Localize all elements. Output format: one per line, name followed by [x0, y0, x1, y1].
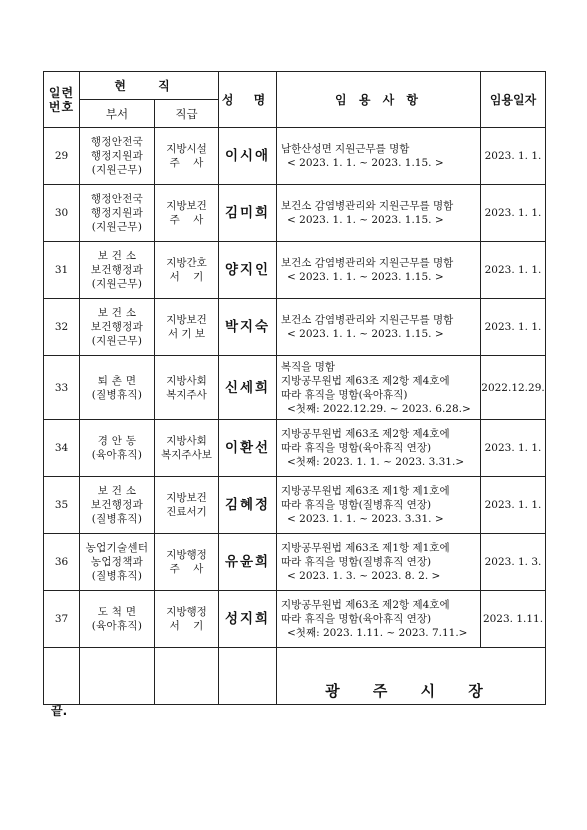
serial-number: 34	[44, 420, 80, 477]
rank-line: 지방사회	[166, 435, 207, 447]
appointment-date: 2023. 1. 1.	[481, 299, 546, 356]
appointment-line: 지방공무원법 제63조 제2항 제4호에	[281, 428, 450, 440]
appointment-details	[277, 185, 481, 242]
person-name: 유윤희	[219, 534, 277, 591]
serial-number: 35	[44, 477, 80, 534]
rank-line: 지방행정	[166, 606, 207, 618]
appointment-details	[277, 356, 481, 420]
appointment-date: 2023. 1. 1.	[481, 128, 546, 185]
department	[80, 356, 155, 420]
table-row	[44, 128, 546, 185]
serial-number: 33	[44, 356, 80, 420]
end-mark: 끝.	[51, 704, 68, 718]
rank-line: 주 사	[169, 157, 204, 169]
department-line: (지원근무)	[91, 164, 143, 176]
department-line: 도 척 면	[97, 606, 137, 618]
department-line: (질병휴직)	[91, 388, 143, 401]
department-line: (육아휴직)	[91, 449, 143, 461]
appointment-line: 보건소 감염병관리와 지원근무를 명함	[281, 314, 454, 326]
appointment-date: 2023. 1. 1.	[481, 420, 546, 477]
rank	[155, 534, 219, 591]
appointment-table	[43, 71, 546, 705]
serial-number: 29	[44, 128, 80, 185]
department-line: (지원근무)	[91, 221, 143, 233]
appointment-details	[277, 299, 481, 356]
department-line: 행정지원과	[90, 207, 144, 219]
appointment-line: < 2023. 1. 1. ~ 2023. 3.31. >	[287, 513, 444, 525]
department	[80, 242, 155, 299]
rank	[155, 128, 219, 185]
department	[80, 591, 155, 648]
person-name: 신세희	[219, 356, 277, 420]
appointment-line: 지방공무원법 제63조 제2항 제4호에	[281, 599, 450, 611]
department	[80, 299, 155, 356]
serial-number: 37	[44, 591, 80, 648]
appointment-line: <첫째: 2022.12.29. ~ 2023. 6.28.>	[287, 402, 471, 415]
department	[80, 185, 155, 242]
appointment-line: 지방공무원법 제63조 제1항 제1호에	[281, 542, 450, 554]
department-line: 보건행정과	[90, 264, 144, 276]
department-line: 보건행정과	[90, 499, 144, 511]
header-appointment-date: 임용일자	[481, 72, 546, 128]
department-line: (지원근무)	[91, 335, 143, 347]
department-line: 행정안전국	[90, 193, 144, 205]
appointment-line: < 2023. 1. 3. ~ 2023. 8. 2. >	[287, 570, 441, 582]
rank	[155, 299, 219, 356]
department-line: 농업기술센터	[85, 542, 149, 554]
appointment-details	[277, 534, 481, 591]
appointment-line: 지방공무원법 제63조 제2항 제4호에	[281, 374, 450, 387]
appointment-line: 지방공무원법 제63조 제1항 제1호에	[281, 485, 450, 497]
department-line: (질병휴직)	[91, 570, 143, 582]
appointment-line: 따라 휴직을 명함(질병휴직 연장)	[281, 499, 432, 511]
department-line: 퇴 촌 면	[97, 374, 137, 387]
person-name: 김미희	[219, 185, 277, 242]
rank-line: 서 기	[169, 271, 204, 283]
appointment-details	[277, 591, 481, 648]
department-line: 농업정책과	[90, 556, 144, 568]
appointment-line: 따라 휴직을 명함(질병휴직 연장)	[281, 556, 432, 568]
department	[80, 128, 155, 185]
rank	[155, 591, 219, 648]
footer-blank-cell	[219, 648, 277, 705]
rank-line: 서 기 보	[167, 328, 206, 340]
rank-line: 지방시설	[166, 143, 207, 155]
department-line: 행정안전국	[90, 136, 144, 148]
table-row	[44, 299, 546, 356]
rank-line: 지방보건	[166, 200, 207, 212]
rank	[155, 242, 219, 299]
appointment-details	[277, 128, 481, 185]
department	[80, 477, 155, 534]
appointment-line: < 2023. 1. 1. ~ 2023. 1.15. >	[287, 271, 444, 283]
appointment-date: 2023. 1. 1.	[481, 185, 546, 242]
department-line: 보 건 소	[97, 307, 137, 319]
appointment-line: 따라 휴직을 명함(육아휴직)	[281, 388, 408, 401]
appointment-date: 2022.12.29.	[481, 356, 546, 420]
table-row	[44, 477, 546, 534]
rank	[155, 356, 219, 420]
appointment-date: 2023. 1. 1.	[481, 242, 546, 299]
appointment-date: 2023. 1.11.	[481, 591, 546, 648]
department	[80, 420, 155, 477]
person-name: 이환선	[219, 420, 277, 477]
rank-line: 지방보건	[166, 492, 207, 504]
serial-number: 31	[44, 242, 80, 299]
department-line: (질병휴직)	[91, 513, 143, 525]
appointment-line: 따라 휴직을 명함(육아휴직 연장)	[281, 442, 432, 454]
rank-line: 서 기	[169, 620, 204, 632]
serial-number: 30	[44, 185, 80, 242]
footer-blank-cell	[155, 648, 219, 705]
rank-line: 지방간호	[166, 257, 207, 269]
rank-line: 복지주사	[166, 388, 207, 401]
department-line: (지원근무)	[91, 278, 143, 290]
appointment-line: <첫째: 2023. 1. 1. ~ 2023. 3.31.>	[287, 456, 465, 468]
rank	[155, 477, 219, 534]
rank	[155, 420, 219, 477]
person-name: 성지희	[219, 591, 277, 648]
appointment-date: 2023. 1. 3.	[481, 534, 546, 591]
serial-number: 36	[44, 534, 80, 591]
table-row	[44, 356, 546, 420]
header-appointment: 임 용 사 항	[277, 72, 481, 128]
department-line: 보건행정과	[90, 321, 144, 333]
rank-line: 지방사회	[166, 374, 207, 387]
department-line: (육아휴직)	[91, 620, 143, 632]
appointment-line: 남한산성면 지원근무를 명함	[281, 143, 410, 155]
table-row	[44, 591, 546, 648]
department-line: 보 건 소	[97, 250, 137, 262]
department-line: 보 건 소	[97, 485, 137, 497]
appointment-line: <첫째: 2023. 1.11. ~ 2023. 7.11.>	[287, 627, 468, 639]
person-name: 양지인	[219, 242, 277, 299]
footer-blank-cell	[44, 648, 80, 705]
mayor-signature: 광 주 시 장	[277, 648, 546, 705]
rank-line: 복지주사보	[161, 449, 212, 461]
appointment-line: < 2023. 1. 1. ~ 2023. 1.15. >	[287, 157, 444, 169]
appointment-details	[277, 242, 481, 299]
appointment-line: 보건소 감염병관리와 지원근무를 명함	[281, 200, 454, 212]
footer-blank-cell	[80, 648, 155, 705]
table-row	[44, 185, 546, 242]
appointment-details	[277, 477, 481, 534]
table-row	[44, 420, 546, 477]
appointment-details	[277, 420, 481, 477]
header-department: 부서	[80, 100, 155, 128]
appointment-line: < 2023. 1. 1. ~ 2023. 1.15. >	[287, 214, 444, 226]
department	[80, 534, 155, 591]
table-row	[44, 534, 546, 591]
rank-line: 지방행정	[166, 549, 207, 561]
department-line: 경 안 동	[97, 435, 137, 447]
appointment-line: 따라 휴직을 명함(육아휴직 연장)	[281, 613, 432, 625]
header-serial-number: 일련 번호	[44, 72, 80, 128]
serial-number: 32	[44, 299, 80, 356]
rank-line: 주 사	[169, 214, 204, 226]
rank-line: 지방보건	[166, 314, 207, 326]
person-name: 이시애	[219, 128, 277, 185]
appointment-line: 복직을 명함	[281, 360, 336, 373]
person-name: 박지숙	[219, 299, 277, 356]
appointment-date: 2023. 1. 1.	[481, 477, 546, 534]
header-rank: 직급	[155, 100, 219, 128]
header-name: 성 명	[219, 72, 277, 128]
department-line: 행정지원과	[90, 150, 144, 162]
appointment-line: 보건소 감염병관리와 지원근무를 명함	[281, 257, 454, 269]
header-current-position: 현 직	[80, 72, 219, 100]
person-name: 김혜정	[219, 477, 277, 534]
appointment-line: < 2023. 1. 1. ~ 2023. 1.15. >	[287, 328, 444, 340]
rank	[155, 185, 219, 242]
table-row	[44, 242, 546, 299]
rank-line: 주 사	[169, 563, 204, 575]
rank-line: 진료서기	[166, 506, 207, 518]
